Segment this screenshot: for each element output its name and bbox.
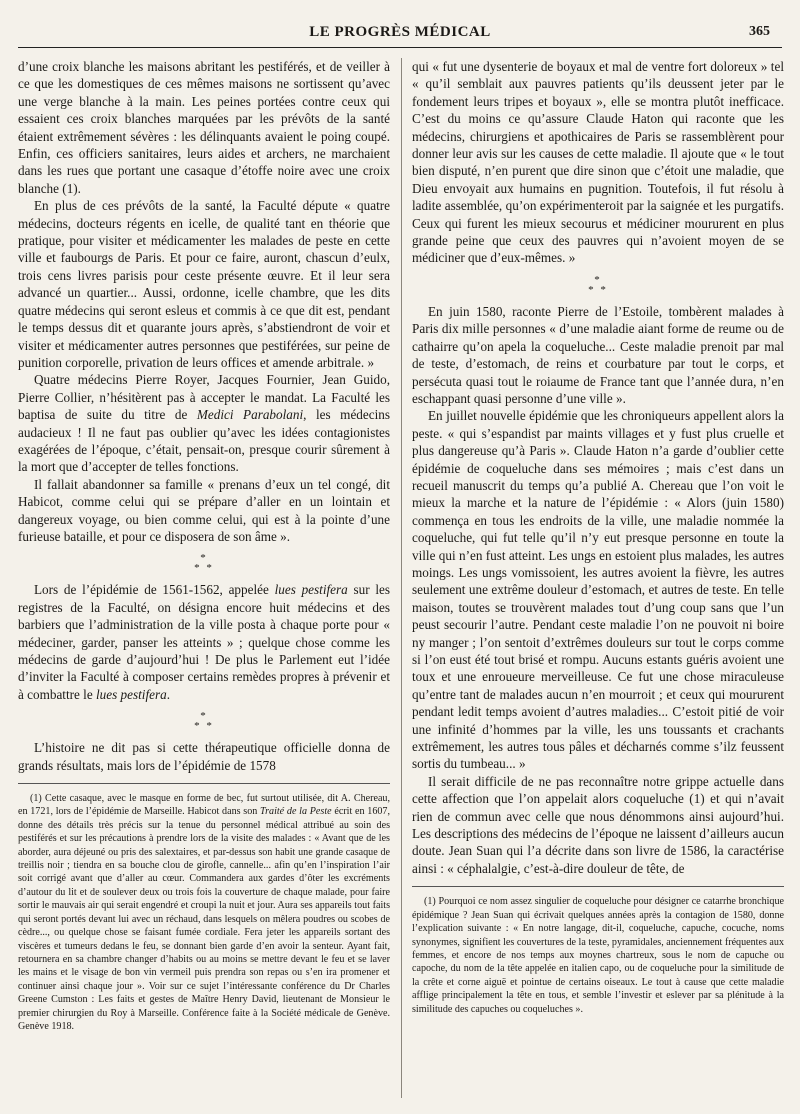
footnote [18,792,390,1033]
paragraph [18,371,390,475]
footnote-rule [18,783,390,784]
paragraph: Il fallait abandonner sa famille « prenans d’eux un tel congé, dit Habicot, comme celui qui se prépare d’aller en un lointain et dangereux voyage, ou bien comme celui, qui est à la pointe d’une furieuse bataille, et pour ce disposera de son âme ». [18,476,390,544]
separator-star: * [600,283,608,296]
separator-star: * [200,552,208,565]
footnote-rule [412,886,784,887]
paragraph-text: Lors de l’épidémie de 1561-1562, appelée [34,582,275,598]
footnote-text: écrit en 1607, donne des détails très précis sur la tenue du personnel médical attribué au soin des pestiférés et sur les précautions à prendre lors de la visite des malades : « Avant que de les aborder, aura déjeuné ou pris des salextaires, et par-dessus son habit une grande casaque de treillis noir ; tiendra en sa bouche clou de girofle, cannelle... afin qu’en l’inspiration l’air soit corrigé avant que d’aller au cœur. Commandera aux gardes d’ôter les excréments d’autour du lit et de soulever deux ou trois fois la couverture de chaque malade, pour faire sortir le mauvais air qui serait engendré et croupi la nuit et jour. Aura ses appareils tout faits qui seront portés devant lui avec un réchaud, dans lesquels on mêlera poudres ou scobes de cèdre..., ou quelque chose se faisant fumée cordiale. Fera jeter les appareils sortant des viscères et tumeurs dedans le feu, se donnant bien garde d’en avoir la senteur. Ayant fait, retournera en sa chambre changer d’habits ou au moins se mettre devant le feu et se laver les mains et le visage de bon vin vermeil puis prendra son repas ou s’en ira promener et continuer ainsi chaque jour ». Voir sur ce sujet l’intéressante conférence du Dr Charles Greene Cumston : Les faits et gestes de Maître Henry David, lieutenant de Monsieur le premier chirurgien du Roy à Marseille. Conférence faite à la Société médicale de Genève. Genève 1918. [18,806,390,1032]
paragraph: L’histoire ne dit pas si cette thérapeutique officielle donna de grands résultats, mais lors de l’épidémie de 1578 [18,740,390,773]
italic-term: Medici Parabolani [196,407,304,423]
separator-star: * [194,562,202,575]
section-separator [18,553,390,573]
separator-star: * [194,720,202,733]
section-separator [18,711,390,731]
italic-term: Traité de la Peste [260,806,332,818]
paragraph: Il serait difficile de ne pas reconnaître notre grippe actuelle dans cette affection que l’on appelait alors coqueluche (1) et qui n’avait rien de commun avec celle que nous dénommons ainsi aujourd’hui. Les descriptions des médecins de l’époque ne laissent d’ailleurs aucun doute. Jean Suan qui l’a décrite dans son livre de 1586, la caractérise ainsi : « céphalalgie, c’est-à-dire douleur de tête, de [412,773,784,876]
footnote: (1) Pourquoi ce nom assez singulier de coqueluche pour désigner ce catarrhe bronchique épidémique ? Jean Suan qui écrivait quelques années après la contagion de 1580, donne l’explication suivante : « En notre langage, dit-il, coqueluche, capuche, cocuche, noms synonymes, signifient les couvertures de la teste, pyramidales, anciennement fréquentes aux femmes, et encore de nos temps aux moynes chartreux, sous le nom de capuche ou capoche, du nom de la tête appelée en italien capo, ou de coqueluche pour la similitude de la crête et corne aiguë et pointue de certains oiseaux. Le tout à cause que cette maladie afflige principalement la tête en tous, et semble l’investir et eslever par sa plénitude à la similitude des capuches ou coqueluches ». [412,896,784,1015]
paragraph-text: . [166,686,170,702]
column-divider [401,58,402,1098]
paragraph: d’une croix blanche les maisons abritant les pestiférés, et de veiller à ce que les domestiques de ces mêmes maisons ne sortissent qu’avec une verge blanche à la main. Les peines portées contre ceux qui essaient ces croix blanches marquées par les prévôts de la santé étaient extrêmement sévères : les délinquants avaient le poing coupé. Enfin, ces officiers sanitaires, leurs aides et archers, ne marchaient dans les rues que portant une casaque d’étoffe noire avec une croix blanche (1). [18,59,390,196]
page-number: 365 [749,24,770,39]
separator-star: * [594,273,602,286]
paragraph [18,581,390,703]
paragraph: En juin 1580, raconte Pierre de l’Estoile, tombèrent malades à Paris dix mille personnes « d’une maladie aiant forme de reume ou de cathairre qu’on apela la coqueluche... Ceste maladie prenoit par mal de teste, d’estomach, de reins et courbature par tout le corps, et persécuta quasi tout le roiaume de France tant que l’année dura, n’en eschappant quasi personne d’une ville ». [412,303,784,406]
journal-title: LE PROGRÈS MÉDICAL [309,24,491,40]
paragraph: qui « fut une dysenterie de boyaux et mal de ventre fort doloreux » tel « qu’il semblait aux pauvres patients qu’ils deussent jeter par le fondement leurs tripes et boyaux », elle se montra plutôt inefficace. C’est du moins ce qu’assure Claude Haton qui raconte que les médecins, chirurgiens et apothicaires de Paris se rassemblèrent pour donner leur avis sur les causes de cette maladie. Il ajoute que « le tout bien disputé, n’en purent que dire sinon que c’étoit une maladie, que Dieu envoyait aux humains en pugnition. Toutefois, il fut résolu à ladite assemblée, qu’on expérimenteroit par la saignée et les purgatifs. Ceux qui furent les mieux secourus et médiciner moururent en plus grande peine que ceux des pauvres qui n’avoient moyen de se médiciner que d’eux-mêmes. » [412,59,784,266]
paragraph: En plus de ces prévôts de la santé, la Faculté députe « quatre médecins, docteurs régents en icelle, de qualité tant en théorie que pratique, pour visiter et médicamenter les malades de peste en cette ville et faubourgs de Paris. Et pour ce faire, auront, chascun d’eulx, trois cens livres parisis pour ceste présente œuvre. Et il leur sera advancé un quartier... Aussi, ordonne, icelle chambre, que les dits quatre médecins qui seront esleus et commis à ce que dit est, pendant le temps dessus dit et quarante jours après, s’abstiendront de voir et visiter et médicamenter autres personnes que pestiférées, sur peine de punition corporelle, privation de leurs offices et amende arbitrale. » [18,198,390,370]
separator-star: * [206,720,214,733]
paragraph: En juillet nouvelle épidémie que les chroniqueurs appellent alors la peste. « qui s’espandist par maints villages et y fust plus cruelle et plus dangereuse qu’à Paris ». Claude Haton n’a garde d’oublier cette épidémie de coqueluche dans ses mémoires ; mais c’est dans un recueil manuscrit du temps qu’a publié A. Chereau que l’on voit le mieux la marche et la nature de l’épidémie : « Alors (juin 1580) commença en tous les endroits de la ville, une maladie nommée la coqueluche, qui fut telle qu’il n’y eut presque personne en toute la ville qui n’en fust atteint. Les ungs en estoient plus malades, les autres moings. Les ungs vomissoient, les autres avoient la fièvre, les autres seulement une extrême douleur d’estomach, et autres de teste. En telle maison, toutes se trouvèrent malades tout d’ung coup sans que l’un peust secourir l’autre. Pendant ceste maladie l’on ne pouvoit ni boire ny manger ; l’on sentoit d’extrêmes douleurs sur tout le corps comme si l’on eust été tout brisé et rompu. Aucuns estants guéris avoient une toux et une enroueure merveilleuse. Ce fut une chose miraculeuse qu’entre tant de malades aucun n’en mourroit ; et ceux qui moururent pendant ledit temps avoient d’autres maladies... C’estoit pitié de voir une infinité d’hommes par la ville, les uns toussants et crachants extrêmement, les autres tous pâles et décharnés comme s’ilz feussent sortis du tumbeau... » [412,408,784,772]
left-column [18,58,390,1033]
right-column [412,58,784,1016]
separator-star: * [200,710,208,723]
separator-star: * [206,562,214,575]
header-rule [18,47,782,48]
section-separator [412,275,784,295]
italic-term: lues pestifera [274,582,348,598]
paragraph-text: Quatre médecins Pierre Royer, Jacques Fournier, Jean Guido, Pierre Collier, n’hésitèrent pas à accepter le mandat. La Faculté les baptisa de suite du titre de [18,372,390,423]
paragraph-text: sur les registres de la Faculté, on désigna encore huit médecins et des barbiers que l’administration de la ville posta à chaque porte pour « médeciner, garder, panser les atteints » ; quelque chose comme les médecins de garde d’aujourd’hui ! De plus le Parlement eut l’idée d’inviter la Faculté à composer certains remèdes propres à prévenir et à combattre le [18,582,390,702]
footnote-text: (1) Cette casaque, avec le masque en forme de bec, fut surtout utilisée, dit A. Chereau, en 1721, lors de l’épidémie de Marseille. Habicot dans son [18,793,390,818]
italic-term: lues pestifera [96,686,167,702]
page-header [0,24,800,46]
separator-star: * [588,283,596,296]
paragraph-text: , les médecins audacieux ! Il ne faut pas oublier qu’avec les idées contagionistes exagérées de l’époque, c’était, pensait-on, presque courir sûrement à la mort que d’accepter de telles fonctions. [18,407,390,475]
